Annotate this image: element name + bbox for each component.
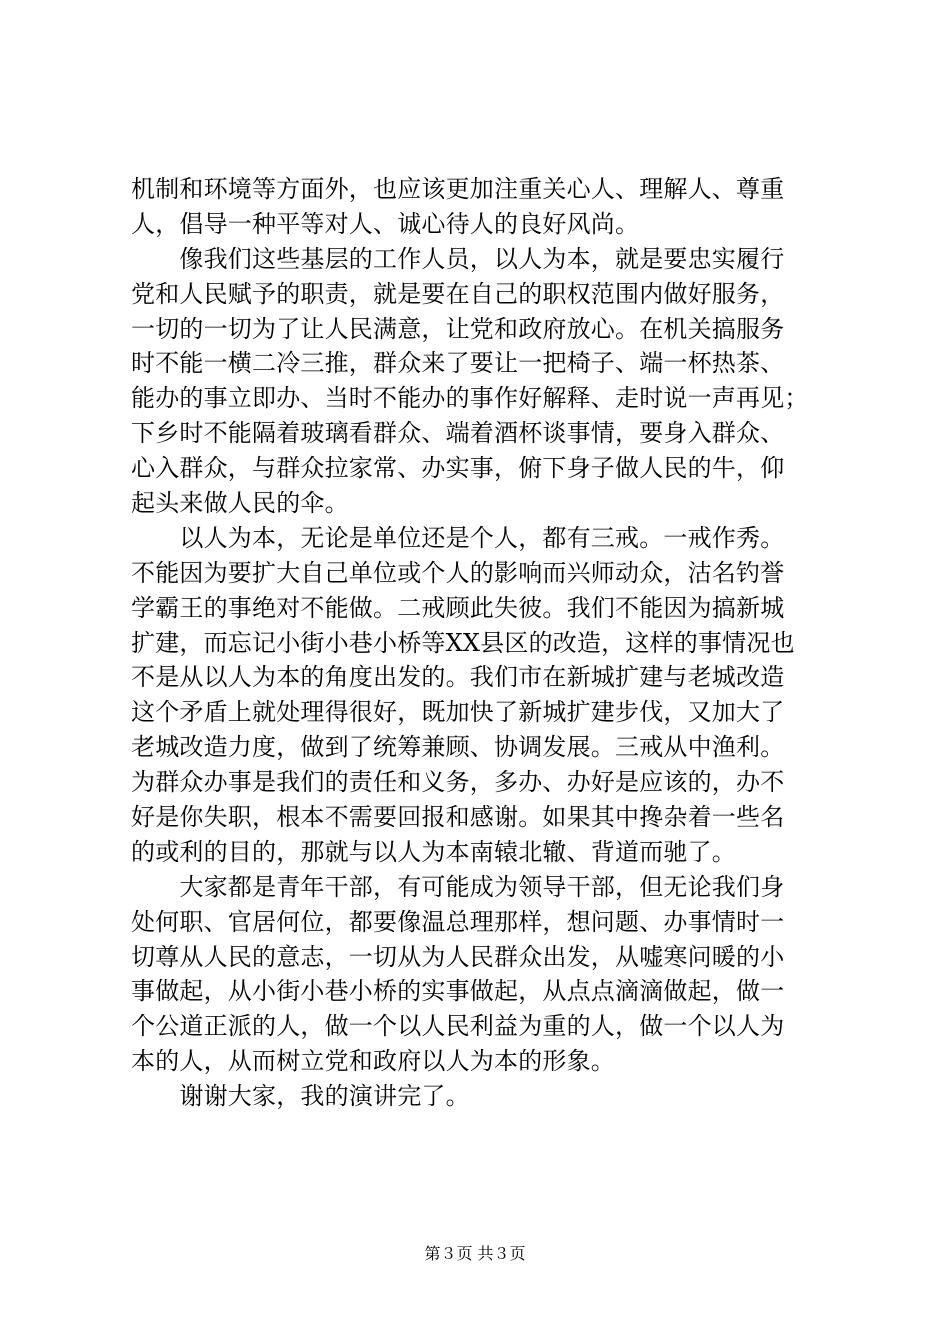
text-line: 谢谢大家，我的演讲完了。 bbox=[131, 1082, 470, 1111]
text-line: 机制和环境等方面外，也应该更加注重关心人、理解人、尊重 bbox=[131, 175, 785, 203]
text-line: 时不能一横二冷三推，群众来了要让一把椅子、端一杯热茶、 bbox=[131, 349, 785, 378]
text-line: 能办的事立即办、当时不能办的事作好解释、走时说一声再见； bbox=[131, 384, 809, 413]
text-line: 下乡时不能隔着玻璃看群众、端着酒杯谈事情，要身入群众、 bbox=[131, 419, 785, 448]
page-number: 第３页 共３页 bbox=[424, 1244, 526, 1263]
text-line: 扩建，而忘记小街小巷小桥等XX县区的改造，这样的事情况也 bbox=[131, 628, 795, 657]
text-line: 党和人民赋予的职责，就是要在自己的职权范围内做好服务， bbox=[131, 279, 785, 308]
text-line: 人，倡导一种平等对人、诚心待人的良好风尚。 bbox=[131, 209, 640, 238]
text-line: 个公道正派的人，做一个以人民利益为重的人，做一个以人为 bbox=[131, 1012, 785, 1041]
text-line: 起头来做人民的伞。 bbox=[131, 489, 349, 518]
text-line: 以人为本，无论是单位还是个人，都有三戒。一戒作秀。 bbox=[131, 523, 785, 552]
text-line: 事做起，从小街小巷小桥的实事做起，从点点滴滴做起，做一 bbox=[131, 977, 785, 1006]
text-line: 好是你失职，根本不需要回报和感谢。如果其中搀杂着一些名 bbox=[131, 803, 785, 832]
document-body bbox=[131, 172, 831, 1114]
page-footer bbox=[0, 1244, 950, 1264]
text-line: 不是从以人为本的角度出发的。我们市在新城扩建与老城改造 bbox=[131, 663, 785, 692]
text-line: 学霸王的事绝对不能做。二戒顾此失彼。我们不能因为搞新城 bbox=[131, 593, 785, 622]
text-line: 处何职、官居何位，都要像温总理那样，想问题、办事情时一 bbox=[131, 907, 785, 936]
text-line: 为群众办事是我们的责任和义务，多办、办好是应该的，办不 bbox=[131, 768, 785, 797]
text-line: 这个矛盾上就处理得很好，既加快了新城扩建步伐，又加大了 bbox=[131, 698, 785, 727]
text-line: 本的人，从而树立党和政府以人为本的形象。 bbox=[131, 1047, 615, 1076]
text-line: 大家都是青年干部，有可能成为领导干部，但无论我们身 bbox=[131, 872, 785, 901]
text-line: 切尊从人民的意志，一切从为人民群众出发，从嘘寒问暖的小 bbox=[131, 942, 785, 971]
text-line: 像我们这些基层的工作人员，以人为本，就是要忠实履行 bbox=[131, 244, 785, 273]
text-line: 心入群众，与群众拉家常、办实事，俯下身子做人民的牛，仰 bbox=[131, 454, 785, 483]
text-line: 不能因为要扩大自己单位或个人的影响而兴师动众，沽名钓誉 bbox=[131, 558, 785, 587]
text-line: 老城改造力度，做到了统筹兼顾、协调发展。三戒从中渔利。 bbox=[131, 733, 785, 762]
text-line: 的或利的目的，那就与以人为本南辕北辙、背道而驰了。 bbox=[131, 837, 736, 866]
text-line: 一切的一切为了让人民满意，让党和政府放心。在机关搞服务 bbox=[131, 314, 785, 343]
